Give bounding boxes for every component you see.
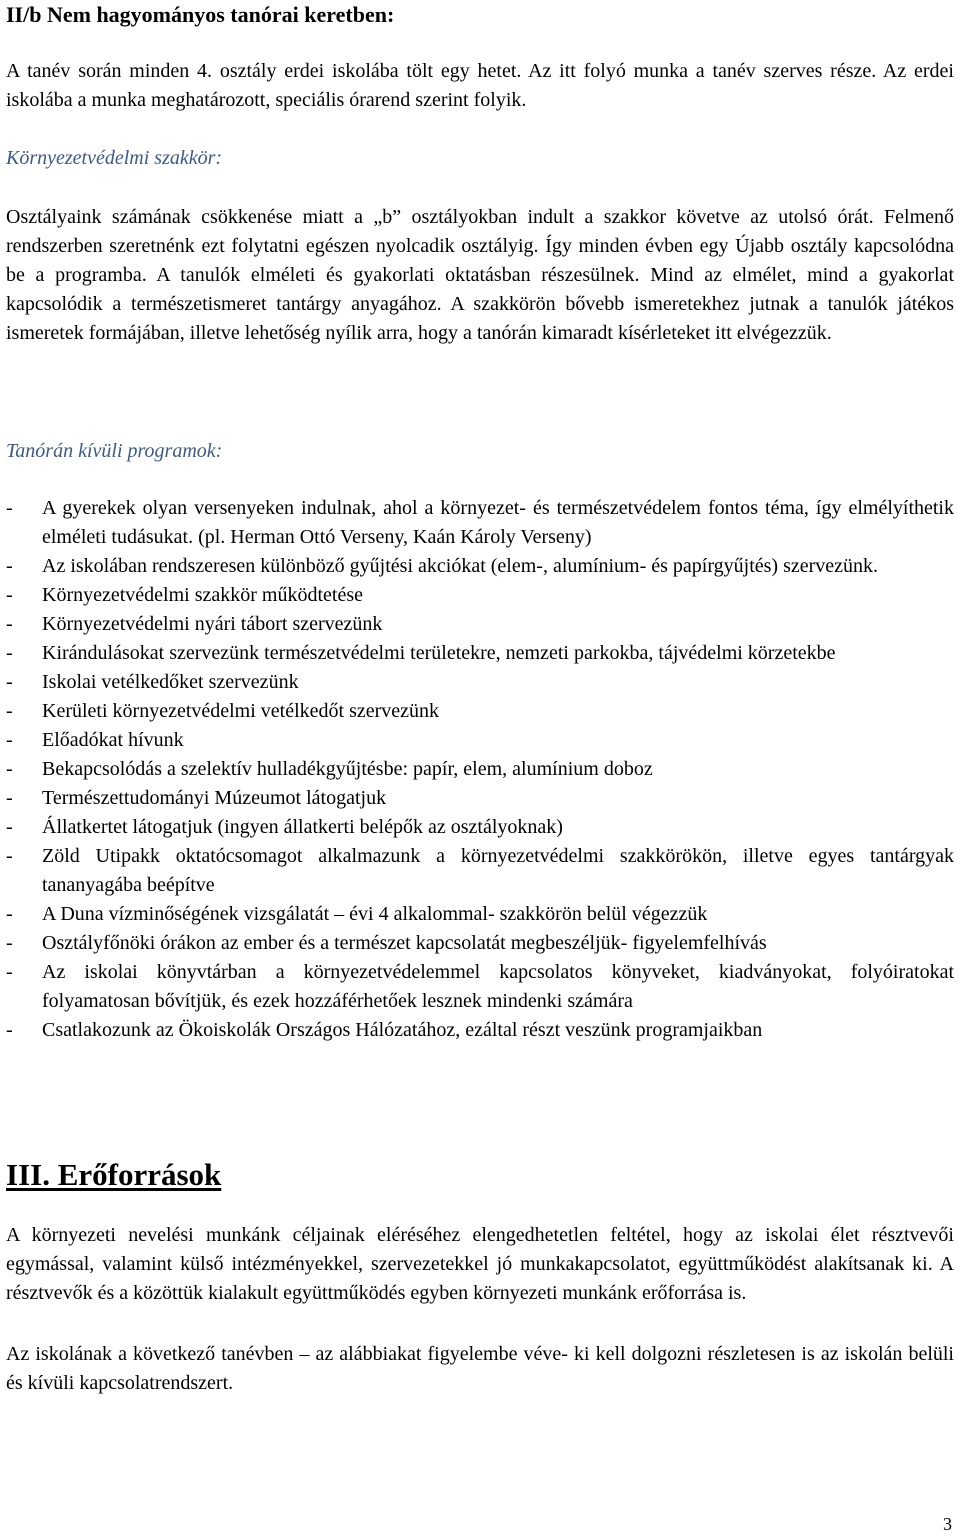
list-item: - Az iskolában rendszeresen különböző gyűjtési akciókat (elem-, alumínium- és papírgyűjtés) szervezünk. (6, 552, 954, 581)
bullet-dash: - (6, 845, 13, 867)
page-number: 3 (943, 1514, 952, 1534)
bullet-dash: - (6, 584, 13, 606)
bullet-dash: - (6, 729, 13, 751)
list-item: - Kirándulásokat szervezünk természetvédelmi területekre, nemzeti parkokba, tájvédelmi körzetekbe (6, 639, 954, 668)
list-item: - Zöld Utipakk oktatócsomagot alkalmazunk a környezetvédelmi szakkörökön, illetve egyes tantárgyak tananyagába beépítve (6, 842, 954, 900)
list-item: - Környezetvédelmi szakkör működtetése (6, 581, 954, 610)
club-paragraph: Osztályaink számának csökkenése miatt a „b” osztályokban indult a szakkor követve az utolsó órát. Felmenő rendszerben szeretnénk ezt folytatni egészen nyolcadik osztályig. Így minden évben egy Újabb osztály kapcsolódna be a programba. A tanulók elméleti és gyakorlati oktatásban részesülnek. Mind az elmélet, mind a gyakorlat kapcsolódik a természetismeret tantárgy anyagához. A szakkörön bővebb ismeretekhez jutnak a tanulók játékos ismeretek formájában, illetve lehetőség nyílik arra, hogy a tanórán kimaradt kísérleteket itt elvégezzük. (6, 206, 954, 344)
bullet-dash: - (6, 787, 13, 809)
intro-paragraph: A tanév során minden 4. osztály erdei iskolába tölt egy hetet. Az itt folyó munka a tanév szerves része. Az erdei iskolába a munka meghatározott, speciális órarend szerint folyik. (6, 60, 954, 111)
bullet-dash: - (6, 555, 13, 577)
bullet-dash: - (6, 1019, 13, 1041)
bullet-dash: - (6, 758, 13, 780)
list-item: - Iskolai vetélkedőket szervezünk (6, 668, 954, 697)
list-item: - Csatlakozunk az Ökoiskolák Országos Hálózatához, ezáltal részt veszünk programjaikban (6, 1016, 954, 1045)
bullet-dash: - (6, 671, 13, 693)
bullet-dash: - (6, 816, 13, 838)
bullet-dash: - (6, 903, 13, 925)
list-item: - Az iskolai könyvtárban a környezetvédelemmel kapcsolatos könyveket, kiadványokat, folyóiratokat folyamatosan bővítjük, és ezek hozzáférhetőek lesznek mindenki számára (6, 958, 954, 1016)
club-heading: Környezetvédelmi szakkör: (6, 147, 223, 169)
list-item: - A gyerekek olyan versenyeken indulnak, ahol a környezet- és természetvédelem fontos téma, így elmélyíthetik elméleti tudásukat. (pl. Herman Ottó Verseny, Kaán Károly Verseny) (6, 494, 954, 552)
bullet-dash: - (6, 642, 13, 664)
list-item: - Környezetvédelmi nyári tábort szervezünk (6, 610, 954, 639)
list-item: - Előadókat hívunk (6, 726, 954, 755)
bullet-dash: - (6, 497, 13, 519)
chapter-title: III. Erőforrások (6, 1157, 222, 1192)
bullet-dash: - (6, 613, 13, 635)
section-title: II/b Nem hagyományos tanórai keretben: (6, 2, 395, 27)
bullet-dash: - (6, 961, 13, 983)
bullet-dash: - (6, 932, 13, 954)
list-item: - Kerületi környezetvédelmi vetélkedőt szervezünk (6, 697, 954, 726)
resources-paragraph-1: A környezeti nevelési munkánk céljainak eléréséhez elengedhetetlen feltétel, hogy az iskolai élet résztvevői egymással, valamint külső intézményekkel, szervezetekkel jó munkakapcsolatot, együttműködést alakítsanak ki. A résztvevők és a közöttük kialakult együttműködés egyben környezeti munkánk erőforrása is. (6, 1224, 954, 1304)
programs-list (6, 494, 954, 1045)
bullet-dash: - (6, 700, 13, 722)
resources-paragraph-2: Az iskolának a következő tanévben – az alábbiakat figyelembe véve- ki kell dolgozni részletesen is az iskolán belüli és kívüli kapcsolatrendszert. (6, 1343, 954, 1394)
list-item: - Állatkertet látogatjuk (ingyen állatkerti belépők az osztályoknak) (6, 813, 954, 842)
list-item: - Bekapcsolódás a szelektív hulladékgyűjtésbe: papír, elem, alumínium doboz (6, 755, 954, 784)
programs-heading: Tanórán kívüli programok: (6, 440, 223, 462)
list-item: - Természettudományi Múzeumot látogatjuk (6, 784, 954, 813)
list-item: - Osztályfőnöki órákon az ember és a természet kapcsolatát megbeszéljük- figyelemfelhívás (6, 929, 954, 958)
list-item: - A Duna vízminőségének vizsgálatát – évi 4 alkalommal- szakkörön belül végezzük (6, 900, 954, 929)
